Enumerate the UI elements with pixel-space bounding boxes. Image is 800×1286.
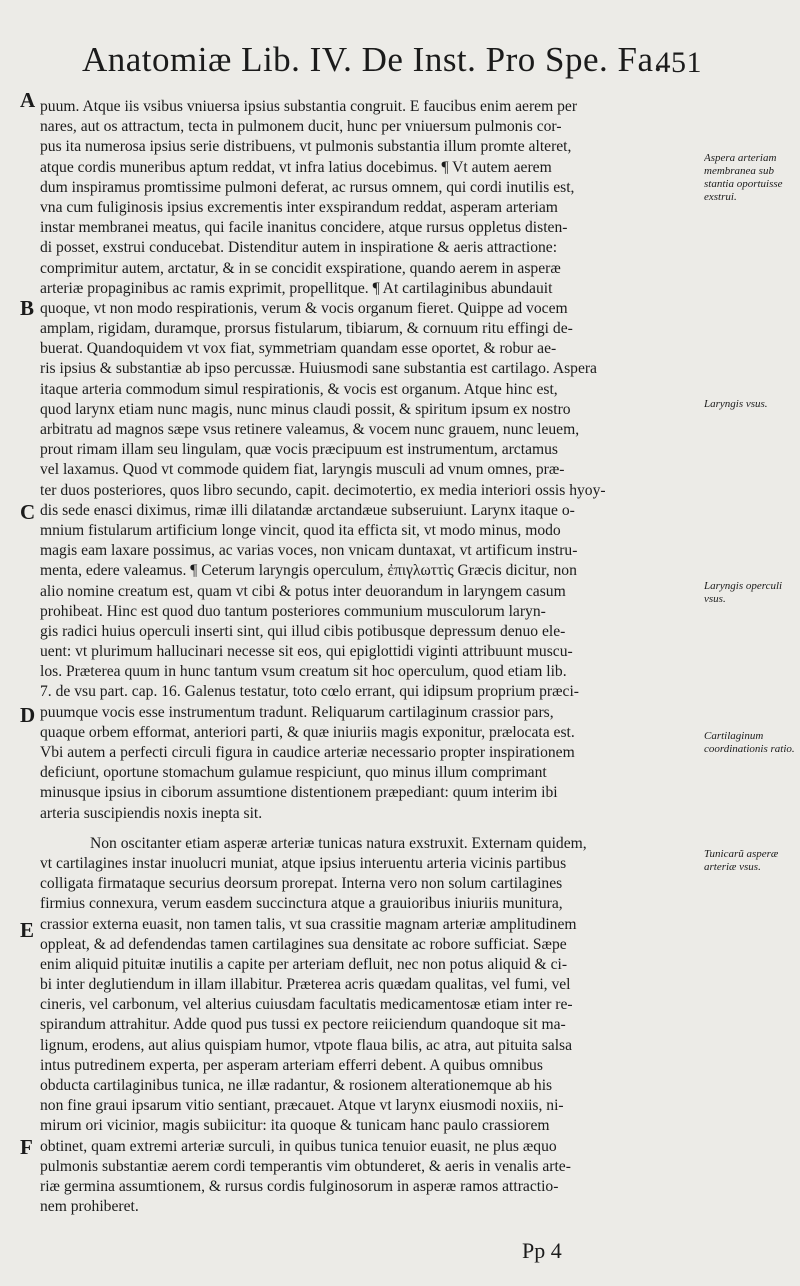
margin-note-tunicarum: Tunicarũ asperæ arteriæ vsus. — [704, 848, 779, 873]
text-line: uent: vt plurimum hallucinari necesse sit eos, qui epiglottidi viginti attribuunt muscu- — [40, 643, 573, 661]
section-letter-c: C — [20, 500, 36, 524]
text-line: quaque orbem efformat, anteriori parti, & quæ iniuriis magis exponitur, prælocata est. — [40, 723, 575, 741]
text-line: puum. Atque iis vsibus vniuersa ipsius substantia congruit. E faucibus enim aerem per — [40, 98, 578, 115]
text-line: colligata firmataque securius deorsum prorepat. Interna vero non solum cartilagines — [40, 875, 563, 893]
text-line: crassior externa euasit, non tamen talis, vt sua crassitie magnam arteriæ amplitudinem — [40, 915, 577, 933]
text-line: atque cordis muneribus aptum reddat, vt infra latius docebimus. ¶ Vt autem aerem — [40, 158, 552, 176]
text-line: Vbi autem a perfecti circuli figura in caudice arteriæ necessario propter inspirationem — [40, 744, 575, 761]
text-line: nares, aut os attractum, tecta in pulmonem ducit, hunc per vniuersum pulmonis cor- — [40, 118, 562, 136]
text-line: enim aliquid pituitæ inutilis a capite per arteriam defluit, nec non potus aliquid & ci- — [40, 955, 568, 973]
text-line: pus ita numerosa ipsius serie distribuens, vt pulmonis substantia illum promte alteret, — [40, 138, 572, 156]
text-line: mnium fistularum artificium longe vincit, quod ita efficta sit, vt modo minus, modo — [40, 521, 561, 539]
text-line: arteria suscipiendis noxis inepta sit. — [40, 804, 263, 822]
signature-mark: Pp 4 — [522, 1238, 562, 1263]
text-line: di posset, exstrui conducebat. Distenditur autem in inspiratione & aeris attractione: — [40, 239, 558, 257]
text-line: prout rimam illam seu lingulam, quæ vocis præcipuum est instrumentum, arctamus — [40, 441, 558, 459]
section-letter-e: E — [20, 918, 35, 942]
text-line: intus putredinem experta, per asperam arteriam efferri debent. A quibus omnibus — [40, 1056, 543, 1074]
page-number: 451 — [655, 46, 702, 79]
text-line: los. Præterea quum in hunc tantum vsum creatum sit hoc operculum, quod etiam lib. — [40, 663, 567, 681]
text-line: mirum ori vicinior, magis subiicitur: ita quoque & tunicam hanc paulo crassiorem — [40, 1117, 550, 1135]
text-line: spirandum attrahitur. Adde quod pus tussi ex pectore reiiciendum quandoque sit ma- — [40, 1016, 566, 1034]
text-line: nem prohiberet. — [40, 1198, 139, 1216]
text-line: quoque, vt non modo respirationis, verum & vocis organum fieret. Quippe ad vocem — [40, 299, 568, 317]
running-head-title: Anatomiæ Lib. IV. De Inst. Pro Spe. Fa. — [82, 40, 663, 79]
text-line: alio nomine creatum est, quam vt cibi & potus inter deuorandum in laryngem casum — [40, 582, 566, 600]
section-letter-f: F — [20, 1135, 33, 1159]
text-line — [40, 824, 695, 834]
text-line: comprimitur autem, arctatur, & in se concidit exspiratione, quando aerem in asperæ — [40, 259, 561, 277]
text-line: itaque arteria commodum simul respirationis, & vocis est organum. Atque hinc est, — [40, 380, 558, 398]
section-letter-d: D — [20, 703, 36, 727]
text-line: cineris, vel carbonum, vel alterius cuiusdam facultatis medicamentosæ etiam inter re- — [40, 996, 573, 1014]
text-line: magis eam laxare possimus, ac varias voces, non vnicam duntaxat, vt artificum instru- — [40, 542, 578, 560]
body-text — [40, 97, 695, 1217]
text-line: buerat. Quandoquidem vt vox fiat, symmetriam quandam esse oportet, & robur ae- — [40, 340, 557, 358]
margin-note-laryngis-usus: Laryngis vsus. — [704, 398, 768, 410]
text-line: Non oscitanter etiam asperæ arteriæ tunicas natura exstruxit. Externam quidem, — [90, 834, 587, 852]
text-line: vt cartilagines instar inuolucri muniat, atque ipsius interuentu arteria vicinis partibus — [40, 854, 567, 872]
text-line: vna cum fuliginosis ipsius excrementis inter exspirandum reddat, asperam arteriam — [40, 198, 558, 216]
text-line: riæ germina assumtionem, & rursus cordis fulginosorum in asperæ ramos attractio- — [40, 1177, 559, 1195]
text-line: bi inter deglutiendum in illam illabitur. Præterea acris quædam qualitas, vel fumi, vel — [40, 976, 571, 994]
margin-note-cartilaginum: Cartilaginum coordinationis ratio. — [704, 730, 795, 755]
text-line: vel laxamus. Quod vt commode quidem fiat, laryngis musculi ad vnum omnes, præ- — [40, 461, 565, 479]
text-line: oppleat, & ad defendendas tamen cartilagines sua densitate ac robore sufficiat. Sæpe — [40, 935, 567, 953]
text-line: arteriæ propaginibus ac ramis exprimit, propellitque. ¶ At cartilaginibus abundauit — [40, 279, 553, 297]
text-line: obtinet, quam extremi arteriæ surculi, in quibus tunica tenuior euasit, ne plus æquo — [40, 1137, 557, 1155]
text-line: amplam, rigidam, duramque, prorsus fistularum, tibiarum, & cornuum ritu effingi de- — [40, 320, 573, 338]
section-letter-b: B — [20, 296, 35, 320]
text-line: gis radici huius operculi inserti sint, qui illud cibis potibusque depressum denuo ele- — [40, 622, 566, 640]
text-line: non fine graui ipsarum vitio sentiant, præcauet. Atque vt larynx eiusmodi noxiis, ni- — [40, 1097, 564, 1115]
margin-note-laryngis-operculi: Laryngis operculi vsus. — [704, 580, 783, 605]
running-head — [82, 40, 702, 92]
text-line: deficiunt, oportune stomachum gulamue respiciunt, quo minus illum comprimant — [40, 764, 547, 782]
text-line: instar membranei meatus, qui facile inanitus concidere, atque rursus oppletus disten- — [40, 219, 568, 237]
text-line: ter duos posteriores, quos libro secundo, capit. decimotertio, ex media interiori ossis hyoy- — [40, 481, 606, 499]
text-line: ris ipsius & substantiæ ab ipso percussæ. Huiusmodi sane substantia est cartilago. Aspera — [40, 360, 597, 378]
text-line: quod larynx etiam nunc magis, nunc minus claudi possit, & spiritum ipsum ex nostro — [40, 400, 571, 418]
section-letter-a: A — [20, 88, 36, 112]
margin-note-aspera-arteria: Aspera arteriam membranea sub stantia oportuisse exstrui. — [704, 152, 783, 203]
text-line: obducta cartilaginibus tunica, ne illæ radantur, & rosionem alterationemque ab his — [40, 1077, 553, 1094]
text-line: 7. de vsu part. cap. 16. Galenus testatur, toto cœlo errant, qui idipsum proprium præci- — [40, 683, 579, 701]
text-line: dis sede enasci diximus, rimæ illi dilatandæ arctandæue subseruiunt. Larynx itaque o- — [40, 501, 575, 519]
text-line: lignum, erodens, aut alius quispiam humor, vtpote flaua bilis, ac atra, aut pituita salsa — [40, 1036, 573, 1054]
text-line: pulmonis substantiæ aerem cordi temperantis vim obtunderet, & aeris in venalis arte- — [40, 1157, 571, 1175]
text-line: arbitratu ad magnos sæpe vsus retinere valeamus, & vocem nunc grauem, nunc leuem, — [40, 421, 580, 438]
text-line: puumque vocis esse instrumentum tradunt. Reliquarum cartilaginum crassior pars, — [40, 703, 554, 721]
text-line: dum inspiramus promtissime pulmoni deferat, ac rursus omnem, qui cordi inutilis est, — [40, 178, 575, 196]
text-line: menta, edere valeamus. ¶ Ceterum laryngis operculum, ἐπιγλωττὶς Græcis dicitur, non — [40, 562, 577, 580]
text-line: firmius connexura, verum easdem succinctura atque a grauioribus iniuriis munitura, — [40, 895, 563, 913]
text-line: prohibeat. Hinc est quod duo tantum posteriores communium musculorum laryn- — [40, 602, 546, 620]
text-line: minusque ipsius in ciborum assumtione distentionem præpediant: quum interim ibi — [40, 784, 558, 802]
